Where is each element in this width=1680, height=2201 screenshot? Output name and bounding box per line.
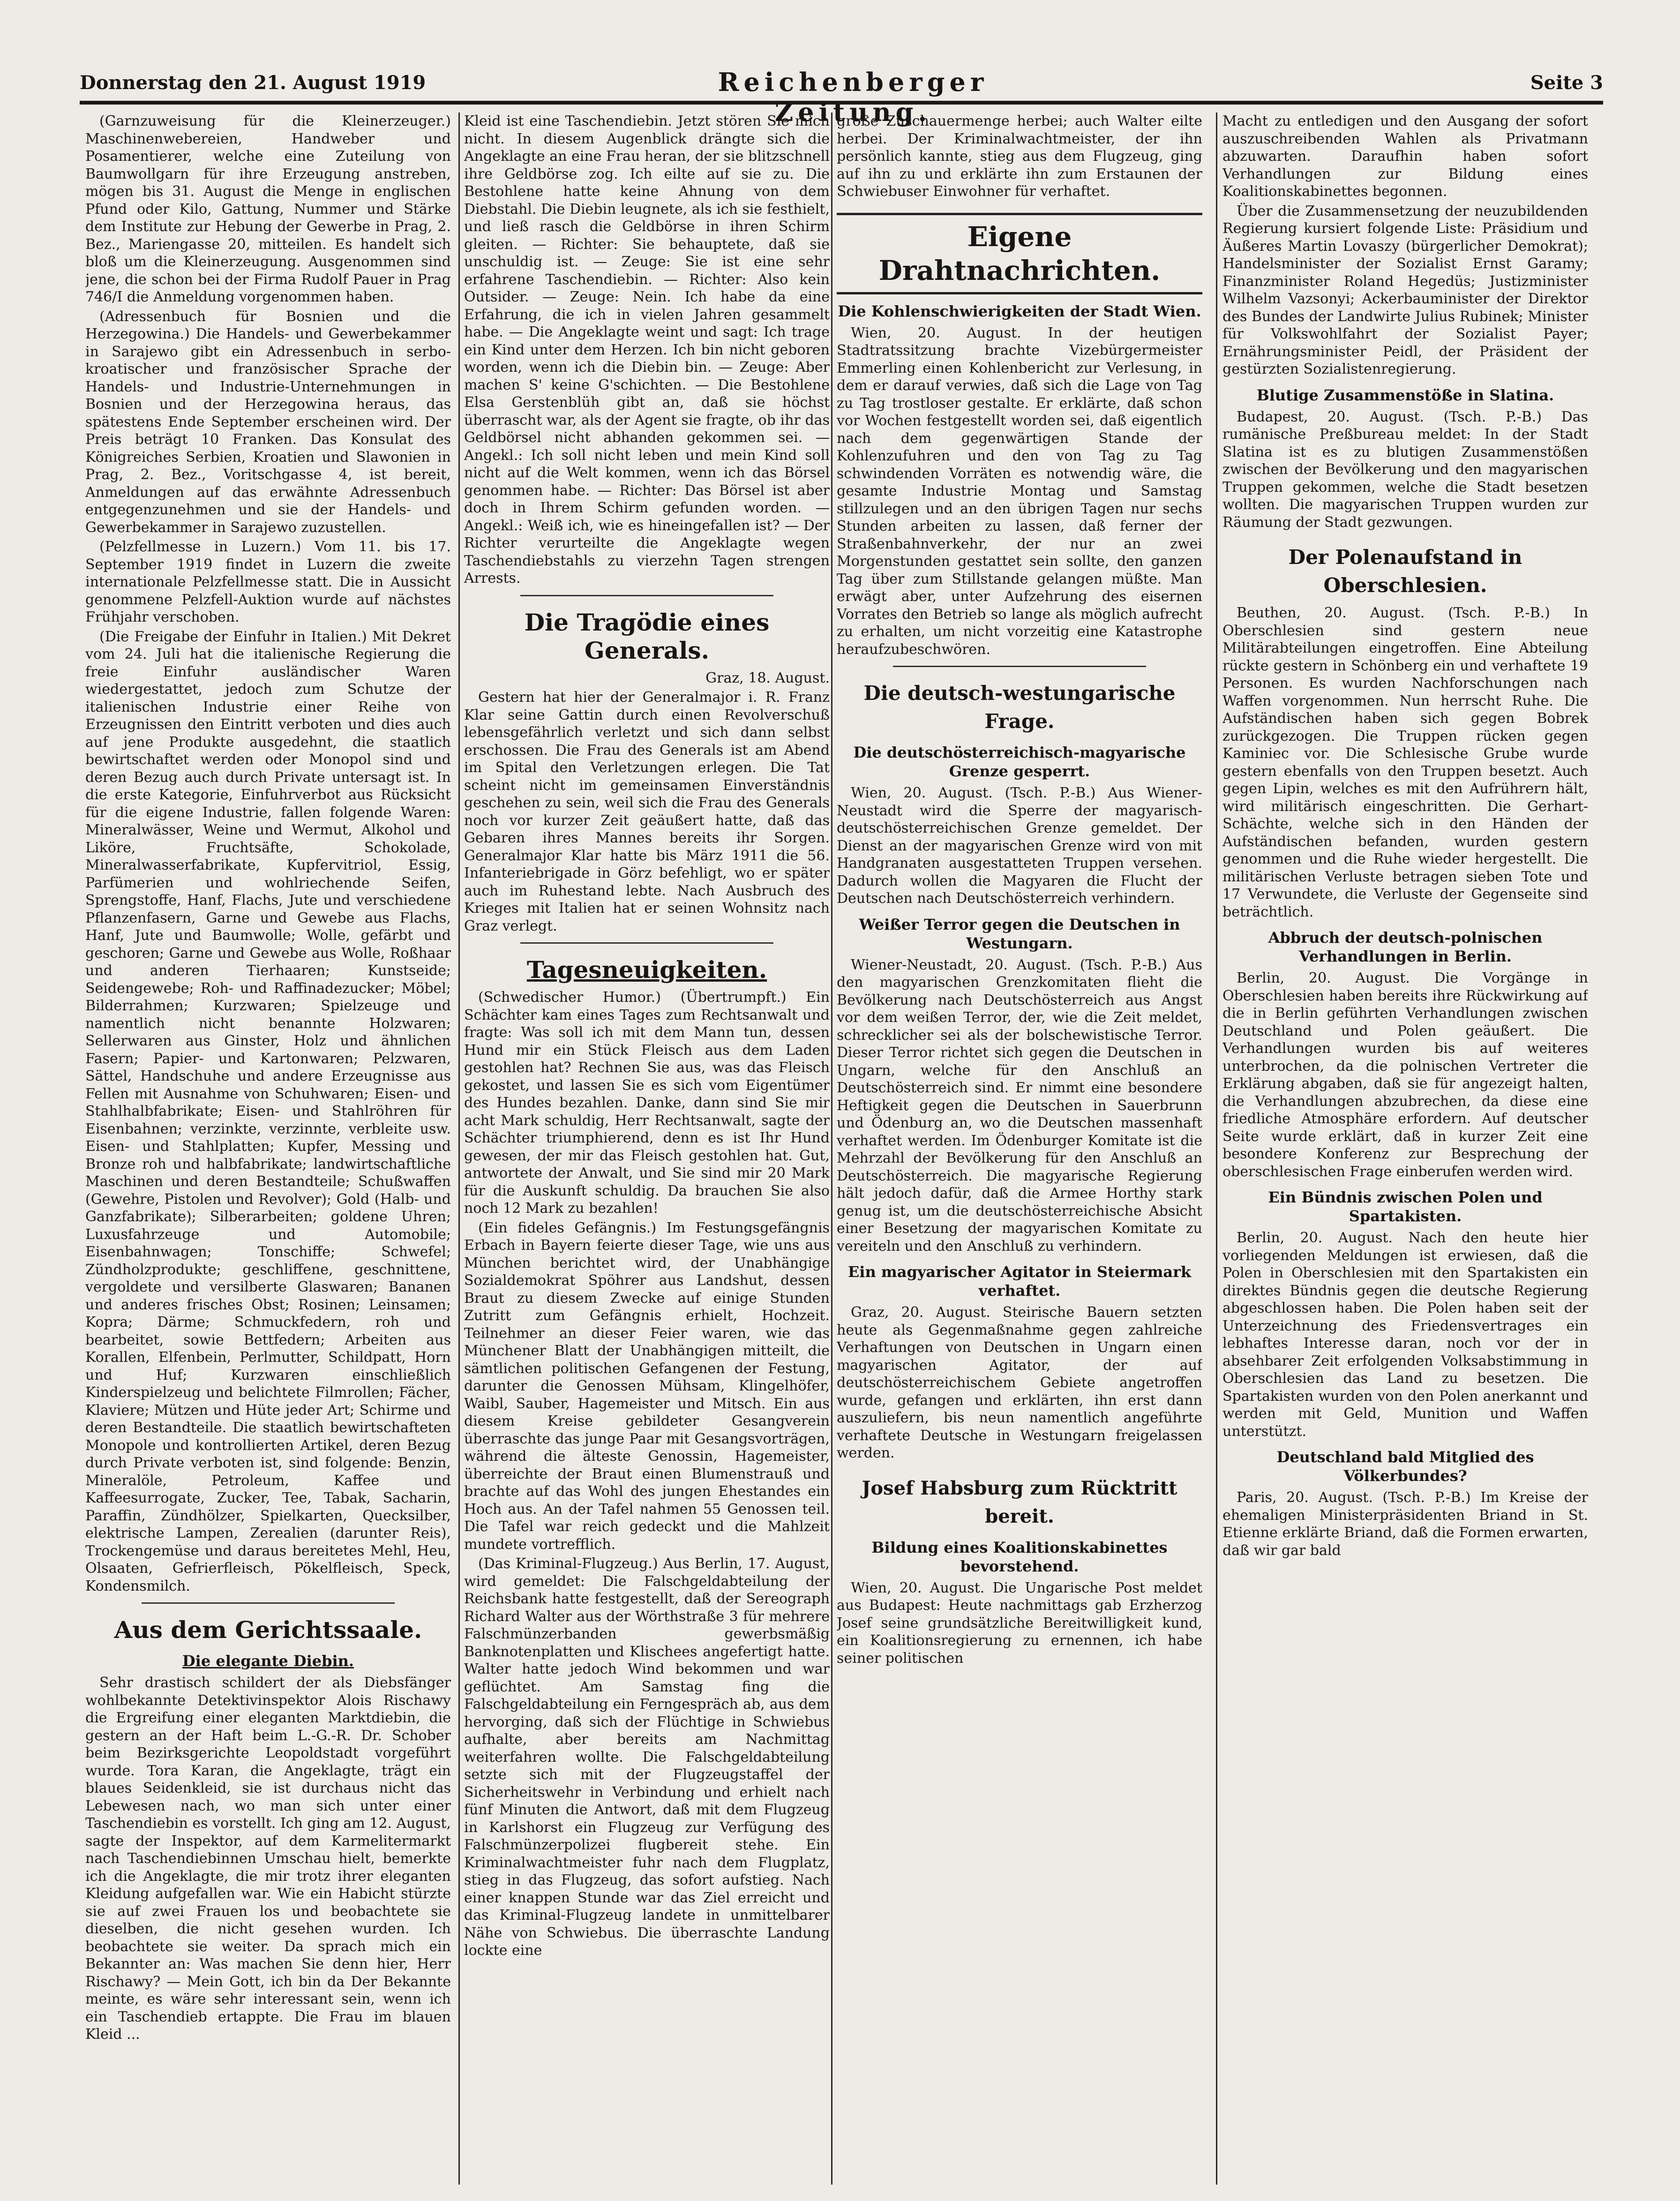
article-subheading: Deutschland bald Mitglied des Völkerbundes? [1276, 1448, 1534, 1485]
article-general: Gestern hat hier der Generalmajor i. R. Franz Klar seine Gattin durch einen Revolverschuß lebensgefährlich verletzt und sich dann selbst erschossen. Die Frau des Generals ist am Abend im Spital den Verletzungen erlegen. Die Tat scheint nicht im gemeinsamen Einverständnis geschehen zu sein, weil sich die Frau des Generals noch vor kurzer Zeit geäußert hatte, daß das Gebaren ihres Mannes bereits ihr Sorgen. Generalmajor Klar hatte bis März 1911 die 56. Infanteriebrigade in Görz befehligt, wo er später auch im Ruhestand lebte. Nach Ausbruch des Krieges mit Italien hat er seinen Wohnsitz nach Graz verlegt. [464, 689, 830, 934]
article-subheading: Die elegante Diebin. [182, 1652, 354, 1670]
page-header [80, 63, 1603, 127]
column-1 [85, 113, 451, 2185]
article-grenze-gesperrt: Wien, 20. August. (Tsch. P.-B.) Aus Wiener-Neustadt wird die Sperre der magyarisch-deutschösterreichischen Grenze gemeldet. Der Dienst an der magyarischen Grenze wird von mit Handgranaten ausgestatteten Truppen versehen. Dadurch wollen die Magyaren die Flucht der Deutschen nach Deutschösterreich verhindern. [837, 785, 1202, 907]
separator [520, 942, 773, 944]
article-subheading: Die Kohlenschwierigkeiten der Stadt Wien. [838, 302, 1201, 320]
column-rule [458, 113, 460, 2185]
article-heading-westungarn: Die deutsch-westungarische Frage. [863, 682, 1176, 733]
column-3 [837, 113, 1202, 2185]
section-heading-tagesneuigkeiten: Tagesneuigkeiten. [526, 956, 767, 984]
separator [893, 666, 1146, 667]
article-fideles-gefaengnis: (Ein fideles Gefängnis.) Im Festungsgefängnis Erbach in Bayern feierte dieser Tage, wie uns aus München berichtet wird, der Unabhängige Sozialdemokrat Spöhrer aus Landshut, dessen Braut zu diesem Zwecke auf einige Stunden Zutritt zum Gefängnis erhielt, Hochzeit. Teilnehmer an dieser Feier waren, wie das Münchener Blatt der Unabhängigen mitteilt, die sämtlichen politischen Gefangenen der Festung, darunter die Genossen Mühsam, Klingelhöfer, Waibl, Sauber, Hagemeister und Mitsch. Ein aus diesem Kreise gebildeter Gesangverein überraschte das junge Paar mit Gesangsvorträgen, während die älteste Genossin, Hagemeister, überreichte der Braut einen Blumenstrauß und brachte auf das Wohl des jungen Ehestandes ein Hoch aus. An der Tafel nahmen 55 Genossen teil. Die Tafel war reich gedeckt und die Mahlzeit mundete vortrefflich. [464, 1219, 830, 1553]
column-4 [1222, 113, 1588, 2185]
article-regierung-liste: Über die Zusammensetzung der neuzubildenden Regierung kursiert folgende Liste: Präsidium und Äußeres Martin Lovaszy (bürgerlicher Demokrat); Handelsminister der Sozialist Ernst Garamy; Finanzminister Roland Hegedüs; Justizminister Wilhelm Vazsonyi; Ackerbauminister der Direktor des Bundes der Landwirte Julius Rubinek; Minister für Volkswohlfahrt der Sozialist Payer; Ernährungsminister Peidl, der Präsident der gestürzten Sozialistenregierung. [1222, 203, 1588, 377]
article-pelzfellmesse: (Pelzfellmesse in Luzern.) Vom 11. bis 17. September 1919 findet in Luzern die zweite internationale Pelzfellmesse statt. Die in Aussicht genommene Pelzfell-Auktion wurde auf nächstes Frühjahr verschoben. [85, 539, 451, 625]
article-diebin: Sehr drastisch schildert der als Diebsfänger wohlbekannte Detektivinspektor Alois Rischawy die Ergreifung einer eleganten Marktdiebin, die gestern an der Haft beim L.-G.-R. Dr. Schober beim Bezirksgerichte Leopoldstadt vorgeführt wurde. Tora Karan, die Angeklagte, trägt ein blaues Seidenkleid, sie ist durchaus nicht das Lebewesen nach, wo man sich unter einer Taschendiebin es vorstellt. Ich ging am 12. August, sagte der Inspektor, auf dem Karmelitermarkt nach Taschendiebinnen Umschau hielt, bemerkte ich die Angeklagte, die mir trotz ihrer eleganten Kleidung aufgefallen war. Wie ein Habicht stürzte sie auf zwei Frauen los und beobachtete sie dieselben, die nicht gesehen wurden. Ich beobachtete sie weiter. Da sprach mich ein Bekannter an: Was machen Sie denn hier, Herr Rischawy? — Mein Gott, ich bin da Der Bekannte meinte, es wäre sehr interessant sein, wenn ich ein Taschendieb ertappte. Die Frau im blauen Kleid ... [85, 1675, 451, 2043]
article-habsburg-continued: Macht zu entledigen und den Ausgang der sofort auszuschreibenden Wahlen als Privatmann abzuwarten. Daraufhin haben sofort Verhandlungen zur Bildung eines Koalitionskabinettes begonnen. [1222, 113, 1588, 200]
article-subheading: Ein magyarischer Agitator in Steiermark verhaftet. [848, 1263, 1192, 1300]
article-diebin-continued: Kleid ist eine Taschendiebin. Jetzt stören Sie mich nicht. In diesem Augenblick drängte sich die Angeklagte an eine Frau heran, der sie blitzschnell ihre Geldbörse zog. Ich eilte auf sie zu. Die Bestohlene hatte keine Ahnung von dem Diebstahl. Die Diebin leugnete, als ich sie festhielt, und ließ rasch die Geldbörse in ihren Schirm gleiten. — Richter: Sie behauptete, daß sie unschuldig ist. — Zeuge: Sie ist eine sehr erfahrene Taschendiebin. — Richter: Also kein Outsider. — Zeuge: Nein. Ich habe da eine Erfahrung, die ich in vielen Jahren gesammelt habe. — Die Angeklagte weint und sagt: Ich trage ein Kind unter dem Herzen. Ich bin nicht geboren worden, wenn ich die Diebin bin. — Zeuge: Aber machen S' keine G'schichten. — Die Bestohlene Elsa Gerstenblüh gibt an, daß sie höchst überrascht war, als der Agent sie fragte, ob ihr das Geldbörsel nicht abhanden gekommen sei. — Angekl.: Ich soll nicht leben und mein Kind soll nicht auf die Welt kommen, wenn ich das Börsel genommen habe. — Richter: Das Börsel ist aber doch in Ihrem Schirm gefunden worden. — Angekl.: Weiß ich, wie es hineingefallen ist? — Der Richter verurteilte die Angeklagte wegen Taschendiebstahls zu vierzehn Tagen strengen Arrests. [464, 113, 830, 586]
article-buendnis: Berlin, 20. August. Nach den heute hier vorliegenden Meldungen ist erwiesen, daß die Polen in Oberschlesien mit den Spartakisten ein direktes Bündnis gegen die deutsche Regierung abgeschlossen haben. Die Polen haben seit der Unterzeichnung des Friedensvertrages ein lebhaftes Interesse daran, noch vor der in absehbarer Zeit erfolgenden Volksabstimmung in Oberschlesien das Land zu besetzen. Die Spartakisten wurden von den Polen anerkannt und werden mit Geld, Munition und Waffen unterstützt. [1222, 1230, 1588, 1440]
article-heading-polenaufstand: Der Polenaufstand in Oberschlesien. [1288, 546, 1522, 597]
article-subheading: Blutige Zusammenstöße in Slatina. [1256, 386, 1554, 404]
article-weisser-terror: Wiener-Neustadt, 20. August. (Tsch. P.-B.) Aus den magyarischen Grenzkomitaten flieht die Bevölkerung nach Deutschösterreich aus Angst vor dem weißen Terror, der, wie die Zeit meldet, schrecklicher sei als der bolschewistische Terror. Dieser Terror richtet sich gegen die Deutschen in Ungarn, welche für den Anschluß an Deutschösterreich sind. Er nimmt eine besondere Heftigkeit gegen die Deutschen in Sauerbrunn und Ödenburg an, wo die Deutschen massenhaft verhaftet werden. Im Ödenburger Komitate ist die Mehrzahl der Bevölkerung für den Anschluß an Deutschösterreich. Die magyarische Regierung hält jedoch dafür, daß die Armee Horthy stark genug ist, um die deutschösterreichische Absicht einer Besetzung der magyarischen Komitate zu vereiteln und den Anschluß zu verhindern. [837, 956, 1202, 1254]
page-number: Seite 3 [1530, 72, 1603, 94]
column-rule [1216, 113, 1217, 2185]
section-heading-drahtnachrichten: Eigene Drahtnachrichten. [837, 213, 1202, 294]
article-subheading: Ein Bündnis zwischen Polen und Spartakisten. [1268, 1188, 1543, 1225]
article-kohlen-wien: Wien, 20. August. In der heutigen Stadtratssitzung brachte Vizebürgermeister Emmerling einen Kohlenbericht zur Verlesung, in dem er darauf verwies, daß sich die Lage von Tag zu Tag trostloser gestalte. Er erklärte, daß schon vor Wochen festgestellt worden sei, daß eigentlich nach dem gegenwärtigen Stande der Kohlenzufuhren und den von Tag zu Tag schwindenden Vorräten es notwendig wäre, die gesamte Industrie Montag und Samstag stillzulegen und an den übrigen Tagen nur sechs Stunden arbeiten zu lassen, daß ferner der Straßenbahnverkehr, der nur an zwei Morgenstunden gestattet sein sollte, den ganzen Tag über zum Stillstande gelangen müßte. Man erwägt aber, unter Aufzehrung des eisernen Vorrates den Betrieb so lange als möglich aufrecht zu erhalten, um nicht vorzeitig eine Katastrophe heraufzubeschwören. [837, 324, 1202, 658]
column-2 [464, 113, 830, 2185]
article-subheading: Die deutschösterreichisch-magyarische Grenze gesperrt. [853, 744, 1186, 780]
newspaper-title: Reichenberger Zeitung. [718, 67, 989, 127]
article-flugzeug-continued: große Zuschauermenge herbei; auch Walter eilte herbei. Der Kriminalwachtmeister, der ihn persönlich kannte, stieg aus dem Flugzeug, ging auf ihn zu und erklärte ihn zum Erstaunen der Schwiebuser Einwohner für verhaftet. [837, 113, 1202, 200]
article-agitator: Graz, 20. August. Steirische Bauern setzten heute als Gegenmaßnahme gegen zahlreiche Verhaftungen von Deutschen in Ungarn einen magyarischen Agitator, der auf deutschösterreichischem Gebiete angetroffen wurde, gefangen und erklärten, ihn erst dann auszuliefern, bis neun namentlich angeführte verhaftete Deutsche in Westungarn freigelassen werden. [837, 1304, 1202, 1461]
article-garnzuweisung: (Garnzuweisung für die Kleinerzeuger.) Maschinenwebereien, Handweber und Posamentierer, welche eine Zuteilung von Baumwollgarn für ihre Erzeugung anstreben, mögen bis 31. August die Menge in englischen Pfund oder Kilo, Gattung, Nummer und Stärke dem Institute zur Hebung der Gewerbe in Prag, 2. Bez., Mariengasse 20, mitteilen. Es handelt sich bloß um die Kleinerzeugung. Ausgenommen sind jene, die schon bei der Firma Rudolf Pauer in Prag 746/I die Anmeldung vorgenommen haben. [85, 113, 451, 305]
header-date: Donnerstag den 21. August 1919 [80, 72, 426, 94]
article-verhandlungen: Berlin, 20. August. Die Vorgänge in Oberschlesien haben bereits ihre Rückwirkung auf die in Berlin geführten Verhandlungen zwischen Deutschland und Polen geäußert. Die Verhandlungen wurden bis auf weiteres unterbrochen, da die polnischen Vertreter die Erklärung abgaben, daß sie für angezeigt halten, die Verhandlungen abzubrechen, da diese eine friedliche Atmosphäre erfordern. Auf deutscher Seite wurde erklärt, daß in kurzer Zeit eine besondere Konferenz zur Besprechung der oberschlesischen Frage einberufen werden wird. [1222, 970, 1588, 1180]
article-subheading: Bildung eines Koalitionskabinettes bevorstehend. [871, 1538, 1168, 1575]
article-subheading: Weißer Terror gegen die Deutschen in Westungarn. [859, 915, 1180, 952]
article-kriminal-flugzeug: (Das Kriminal-Flugzeug.) Aus Berlin, 17. August, wird gemeldet: Die Falschgeldabteilung der Reichsbank hatte festgestellt, daß der Sereograph Richard Walter aus der Wörthstraße 3 für mehrere Falschmünzerbanden gewerbsmäßig Banknotenplatten und Klischees angefertigt hatte. Walter hatte jedoch Wind bekommen und war geflüchtet. Am Samstag fing die Falschgeldabteilung ein Ferngespräch ab, aus dem hervorging, daß sich der Flüchtige in Schwiebus aufhalte, aber bereits am Nachmittag weiterfahren wollte. Die Falschgeldabteilung setzte sich mit der Flugzeugstaffel der Sicherheitswehr in Verbindung und erhielt nach fünf Minuten die Antwort, daß mit dem Flugzeug in Karlshorst ein Flugzeug zur Verfügung des Falschmünzerpolizei flugbereit stehe. Ein Kriminalwachtmeister fuhr nach dem Flugplatz, stieg in das Flugzeug, das sofort aufstieg. Nach einer knappen Stunde war das Ziel erreicht und das Kriminal-Flugzeug landete in unmittelbarer Nähe von Schwiebus. Die überraschte Landung lockte eine [464, 1555, 830, 1959]
article-einfuhr-italien: (Die Freigabe der Einfuhr in Italien.) Mit Dekret vom 24. Juli hat die italienische Regierung die freie Einfuhr ausländischer Waren wiedergestattet, jedoch zum Schutze der italienischen Industrie einer Reihe von Erzeugnissen den Eintritt verboten und dies auch auf jene Produkte ausgedehnt, die staatlich bewirtschaftet werden oder Monopol sind und deren Bezug auch durch Private untersagt ist. In die erste Kategorie, Einfuhrverbot aus Rücksicht für die eigene Industrie, fallen folgende Waren: Mineralwässer, Weine und Wermut, Alkohol und Liköre, Fruchtsäfte, Schokolade, Mineralwasserfabrikate, Kupfervitriol, Essig, Parfümerien und wohlriechende Seifen, Sprengstoffe, Hanf, Flachs, Jute und verschiedene Pflanzenfasern, Garne und Gewebe aus Flachs, Hanf, Jute und Baumwolle; Wolle, gefärbt und geschoren; Garne und Gewebe aus Wolle, Roßhaar und anderen Tierhaaren; Kunstseide; Seidengewebe; Roh- und Raffinadezucker; Möbel; Bilderrahmen; Kurzwaren; Spielzeuge und namentlich nicht benannte Holzwaren; Sellerwaren aus Ginster, Holz und ähnlichen Fasern; Papier- und Kartonwaren; Pelzwaren, Sättel, Handschuhe und andere Erzeugnisse aus Fellen mit Ausnahme von Schuhwaren; Eisen- und Stahlhalbfabrikate; Eisen- und Stahlröhren für Eisenbahnen; verzinkte, verzinnte, verbleite usw. Eisen- und Stahlplatten; Kupfer, Messing und Bronze roh und halbfabrikate; landwirtschaftliche Maschinen und deren Bestandteile; Schußwaffen (Gewehre, Pistolen und Revolver); Gold (Halb- und Ganzfabrikate); Silberarbeiten; goldene Uhren; Luxusfahrzeuge und Automobile; Eisenbahnwagen; Tonschiffe; Schwefel; Zündholzprodukte; geschliffene, geschnittene, vergoldete und versilberte Glaswaren; Bananen und anderes frisches Obst; Rosinen; Leinsamen; Kopra; Därme; Schmuckfedern, roh und bearbeitet, sowie Bettfedern; Arbeiten aus Korallen, Elfenbein, Perlmutter, Schildpatt, Horn und Huf; Kurzwaren einschließlich Kinderspielzeug und belichtete Filmrollen; Fächer, Klaviere; Mützen und Hüte jeder Art; Schirme und deren Bestandteile. Die staatlich bewirtschafteten Monopole und kontrollierten Artikel, deren Bezug durch Private verboten ist, sind folgende: Benzin, Mineralöle, Petroleum, Kaffee und Kaffeesurrogate, Zucker, Tee, Tabak, Sacharin, Paraffin, Zündhölzer, Spielkarten, Quecksilber, elektrische Lampen, Zerealien (darunter Reis), Trockengemüse und daraus bereitetes Mehl, Heu, Olsaaten, Gefrierfleisch, Pökelfleisch, Speck, Kondensmilch. [85, 628, 451, 1594]
separator [142, 1602, 395, 1604]
article-paris: Paris, 20. August. (Tsch. P.-B.) Im Kreise der ehemaligen Ministerpräsidenten Briand in St. Etienne erklärte Briand, daß die Formen erwarten, daß wir gar bald [1222, 1489, 1588, 1559]
article-heading-general: Die Tragödie eines Generals. [524, 608, 770, 664]
article-schwedischer-humor: (Schwedischer Humor.) (Übertrumpft.) Ein Schächter kam eines Tages zum Rechtsanwalt und fragte: Was soll ich mit dem Mann tun, dessen Hund mir ein Stück Fleisch aus dem Laden gestohlen hat? Rechnen Sie aus, was das Fleisch gekostet, und lassen Sie es sich vom Eigentümer des Hundes bezahlen. Danke, dann sind Sie mir acht Mark schuldig, Herr Rechtsanwalt, sagte der Schächter triumphierend, denn es ist Ihr Hund gewesen, der mir das Fleisch gestohlen hat. Gut, antwortete der Anwalt, und Sie sind mir 20 Mark für die Auskunft schuldig. Da brauchen Sie also noch 12 Mark zu bezahlen! [464, 989, 830, 1217]
article-subheading: Abbruch der deutsch-polnischen Verhandlungen in Berlin. [1268, 929, 1543, 965]
column-rule [831, 113, 832, 2185]
article-slatina: Budapest, 20. August. (Tsch. P.-B.) Das rumänische Preßbureau meldet: In der Stadt Slatina ist es zu blutigen Zusammenstößen zwischen der Bevölkerung und den magyarischen Truppen gekommen, welche die Stadt besetzen wollten. Die magyarischen Truppen wurden zur Räumung der Stadt gezwungen. [1222, 408, 1588, 531]
section-heading-gerichtssaal: Aus dem Gerichtssaale. [114, 1616, 422, 1644]
article-heading-habsburg: Josef Habsburg zum Rücktritt bereit. [862, 1477, 1178, 1527]
article-beuthen: Beuthen, 20. August. (Tsch. P.-B.) In Oberschlesien sind gestern neue Militärabteilungen eingetroffen. Eine Abteilung rückte gestern in Schönberg ein und verhaftete 19 Personen. Es wurden Nachforschungen nach Waffen vorgenommen. Nun herrscht Ruhe. Die Aufständischen haben sich gegen Bobrek zurückgezogen. Die Truppen rücken gegen Kaminiec vor. Die Schlesische Grube wurde gestern ebenfalls von den Truppen besetzt. Auch gegen Lipin, welches es mit den Aufrührern hält, wird militärisch eingeschritten. Die Gerhart-Schächte, welche sich in den Händen der Aufständischen befanden, wurden gestern genommen und die Ruhe wieder hergestellt. Die militärischen Verluste betragen sieben Tote und 17 Verwundete, die Verluste der Gegenseite sind beträchtlich. [1222, 605, 1588, 920]
article-koalition: Wien, 20. August. Die Ungarische Post meldet aus Budapest: Heute nachmittags gab Erzherzog Josef seine grundsätzliche Bereitwilligkeit kund, ein Koalitionsregierung zu ernennen, ich habe seiner politischen [837, 1579, 1202, 1667]
dateline: Graz, 18. August. [705, 669, 830, 686]
article-adressenbuch: (Adressenbuch für Bosnien und die Herzegowina.) Die Handels- und Gewerbekammer in Sarajewo gibt ein Adressenbuch in serbo-kroatischer und französischer Sprache der Handels- und Industrie-Unternehmungen in Bosnien und der Herzegowina heraus, das spätestens Ende September erscheinen wird. Der Preis beträgt 10 Franken. Das Konsulat des Königreiches Serbien, Kroatien und Slawonien in Prag, 2. Bez., Voritschgasse 4, ist bereit, Anmeldungen auf das erwähnte Adressenbuch entgegenzunehmen und sie der Handels- und Gewerbekammer in Sarajewo zuzustellen. [85, 308, 451, 536]
separator [520, 595, 773, 596]
